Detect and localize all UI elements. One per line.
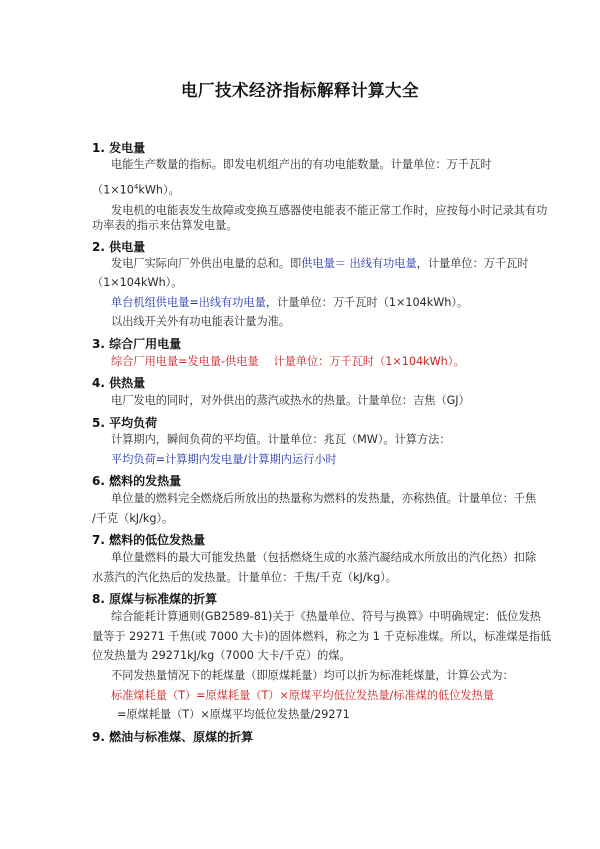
section-heading	[92, 238, 145, 255]
section-number: 1.	[92, 141, 105, 155]
paragraph-line: 电厂发电的同时，对外供出的蒸汽或热水的热量。计量单位：吉焦（GJ）	[111, 394, 470, 407]
paragraph-line: 以出线开关外有功电能表计量为准。	[111, 315, 291, 328]
section-heading	[92, 728, 253, 745]
section-heading	[92, 472, 181, 489]
section-heading	[92, 531, 205, 548]
section-title: 综合厂用电量	[109, 337, 182, 351]
formula-text: 供电量＝ 出线有功电量	[301, 257, 417, 270]
paragraph-line: 发电厂实际向厂外供出电量的总和。即供电量＝ 出线有功电量，计量单位：万千瓦时	[111, 257, 529, 270]
formula-text: 平均负荷=计算期内发电量/计算期内运行小时	[111, 453, 337, 466]
paragraph-line: 单位量的燃料完全燃烧后所放出的热量称为燃料的发热量，亦称热值。计量单位：千焦	[111, 492, 537, 505]
paragraph-line: 量等于 29271 千焦(或 7000 大卡)的固体燃料，称之为 1 千克标准煤。所以，标准煤是指低	[92, 630, 552, 643]
section-number: 2.	[92, 240, 105, 254]
paragraph-line: 单台机组供电量=出线有功电量，计量单位：万千瓦时（1×104kWh）。	[111, 296, 469, 309]
document-title: 电厂技术经济指标解释计算大全	[181, 81, 419, 100]
paragraph-line: 电能生产数量的指标。即发电机组产出的有功电能数量。计量单位：万千瓦时	[111, 158, 492, 171]
paragraph-line: 不同发热量情况下的耗煤量（即原煤耗量）均可以折为标准耗煤量，计算公式为：	[111, 669, 514, 682]
paragraph-line: 计算期内，瞬间负荷的平均值。计量单位：兆瓦（MW）。计算方法：	[111, 433, 451, 446]
section-heading	[92, 590, 217, 607]
paragraph-line: /千克（kJ/kg）。	[92, 512, 174, 525]
section-title: 平均负荷	[109, 416, 158, 430]
section-number: 4.	[92, 376, 105, 390]
section-title: 供热量	[109, 376, 146, 390]
section-number: 7.	[92, 533, 105, 547]
section-number: 3.	[92, 337, 105, 351]
section-number: 6.	[92, 474, 105, 488]
paragraph-line: 位发热量为 29271kJ/kg（7000 大卡/千克）的煤。	[92, 649, 351, 662]
formula-text: 综合厂用电量=发电量-供电量 计量单位：万千瓦时（1×104kWh）。	[111, 355, 465, 368]
paragraph-line: 综合能耗计算通则(GB2589-81)关于《热量单位、符号与换算》中明确规定：低位发热	[111, 610, 541, 623]
section-heading	[92, 335, 181, 352]
section-title: 发电量	[109, 141, 146, 155]
paragraph-line: 单位量燃料的最大可能发热量（包括燃烧生成的水蒸汽凝结成水所放出的汽化热）扣除	[111, 551, 537, 564]
formula-text: 标准煤耗量（T）=原煤耗量（T）×原煤平均低位发热量/标准煤的低位发热量	[111, 689, 494, 702]
formula-text: 单台机组供电量=出线有功电量	[111, 296, 266, 309]
section-title: 燃料的发热量	[109, 474, 182, 488]
section-number: 8.	[92, 592, 105, 606]
section-title: 燃料的低位发热量	[109, 533, 206, 547]
section-number: 9.	[92, 730, 105, 744]
paragraph-line: （1×104kWh）。	[92, 276, 183, 289]
section-number: 5.	[92, 416, 105, 430]
section-title: 燃油与标准煤、原煤的折算	[109, 730, 254, 744]
section-heading	[92, 374, 145, 391]
section-title: 供电量	[109, 240, 146, 254]
paragraph-line: $(1\times 10^4kWh)$。	[92, 183, 180, 197]
paragraph-line: 发电机的电能表发生故障或变换互感器使电能表不能正常工作时，应按每小时记录其有功	[111, 204, 548, 217]
section-heading	[92, 139, 145, 156]
paragraph-line: 水蒸汽的汽化热后的发热量。计量单位：千焦/千克（kJ/kg）。	[92, 571, 397, 584]
section-title: 原煤与标准煤的折算	[109, 592, 218, 606]
section-heading	[92, 414, 157, 431]
paragraph-line: 功率表的指示来估算发电量。	[92, 219, 238, 232]
formula-text: =原煤耗量（T）×原煤平均低位发热量/29271	[117, 708, 350, 721]
